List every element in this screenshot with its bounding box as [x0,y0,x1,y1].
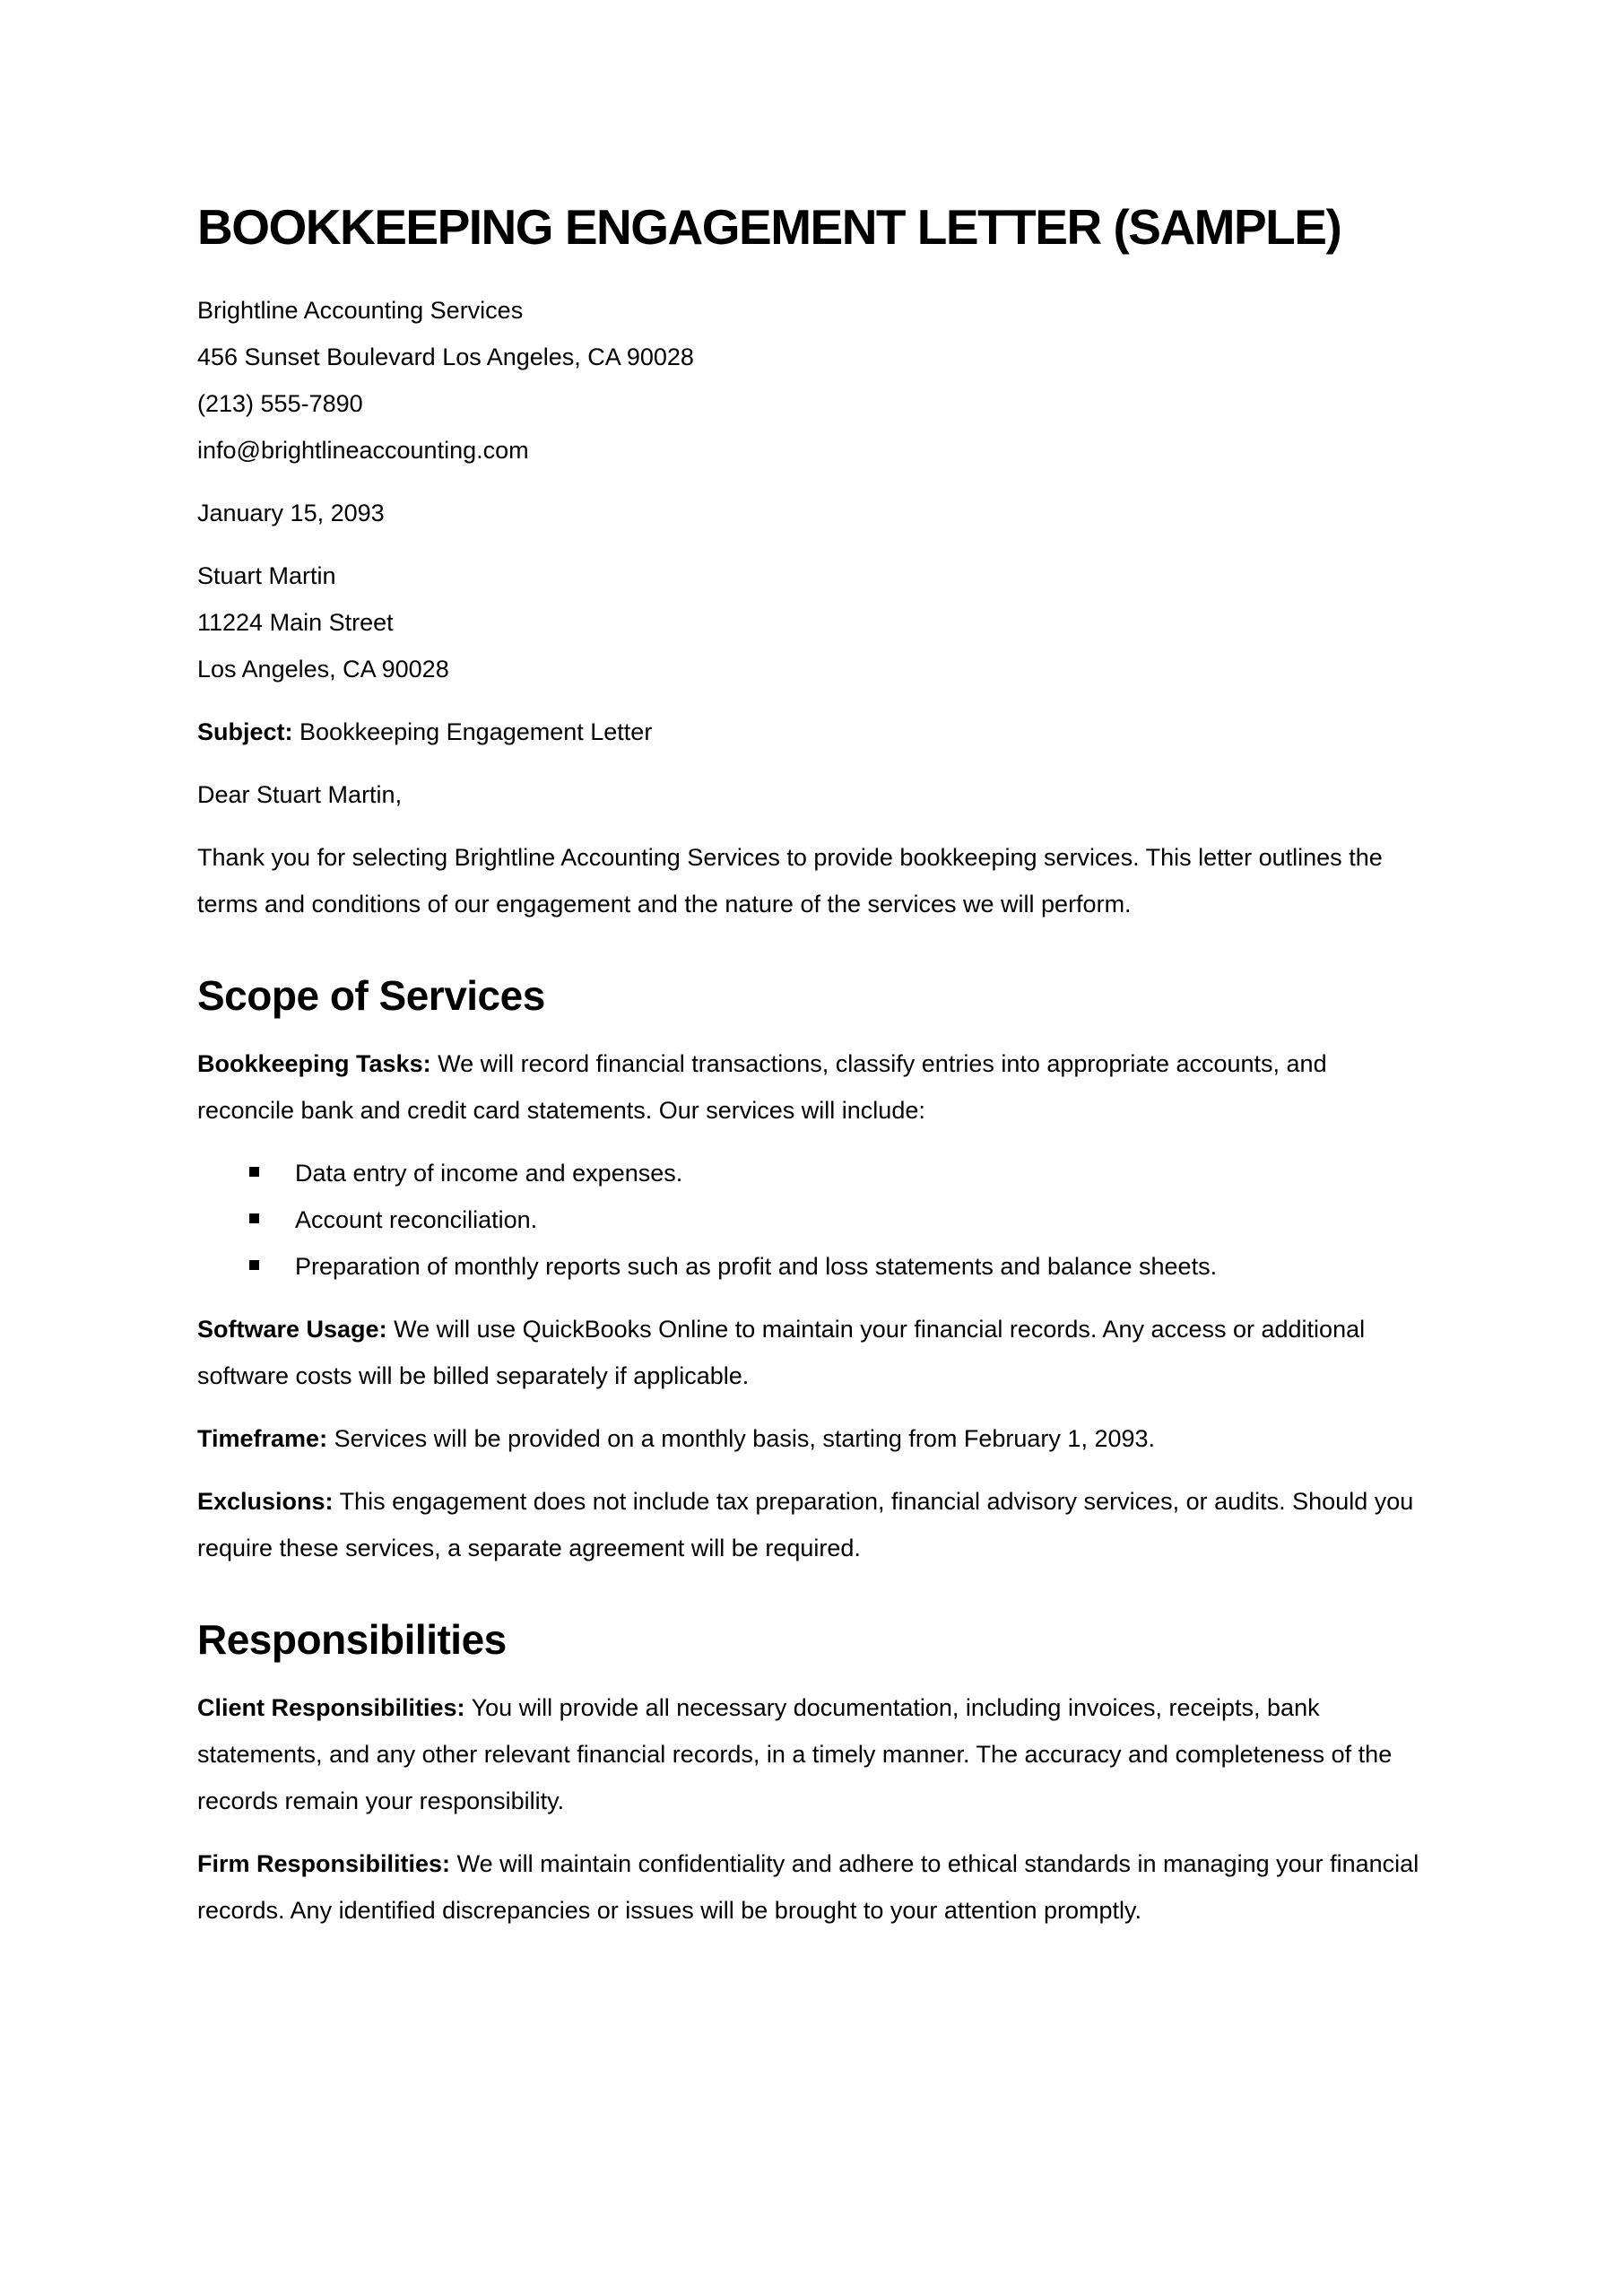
list-item: Data entry of income and expenses. [197,1150,1428,1196]
recipient-name: Stuart Martin [197,562,336,589]
bookkeeping-tasks-paragraph [197,1040,1428,1134]
timeframe-label: Timeframe: [197,1425,328,1452]
software-usage-paragraph [197,1306,1428,1399]
bookkeeping-tasks-label: Bookkeeping Tasks: [197,1050,431,1077]
firm-responsibilities-paragraph [197,1840,1428,1934]
software-usage-text: We will use QuickBooks Online to maintain your financial records. Any access or additional software costs will be billed separately if applicable. [197,1316,1366,1389]
recipient-block [197,552,1428,692]
list-item: Preparation of monthly reports such as profit and loss statements and balance sheets. [197,1243,1428,1290]
sender-email: info@brightlineaccounting.com [197,437,529,464]
exclusions-paragraph [197,1478,1428,1571]
exclusions-text: This engagement does not include tax preparation, financial advisory services, or audits. Should you require these services, a separate agreement will be required. [197,1488,1414,1561]
salutation: Dear Stuart Martin, [197,781,403,808]
recipient-city-state-zip: Los Angeles, CA 90028 [197,656,449,683]
section-heading-scope-of-services: Scope of Services [197,972,545,1019]
subject-label: Subject: [197,718,293,745]
subject-text: Bookkeeping Engagement Letter [299,718,653,745]
timeframe-text: Services will be provided on a monthly basis, starting from February 1, 2093. [334,1425,1156,1452]
sender-phone: (213) 555-7890 [197,390,363,417]
client-responsibilities-paragraph [197,1684,1428,1824]
letter-date: January 15, 2093 [197,500,385,526]
client-responsibilities-text: You will provide all necessary documentation, including invoices, receipts, bank statements, and any other relevant financial records, in a timely manner. The accuracy and completeness of the records remain your responsibility. [197,1694,1393,1814]
client-responsibilities-label: Client Responsibilities: [197,1694,465,1721]
bookkeeping-tasks-text: We will record financial transactions, classify entries into appropriate accounts, and reconcile bank and credit card statements. Our services will include: [197,1050,1327,1124]
document-title: BOOKKEEPING ENGAGEMENT LETTER (SAMPLE) [197,199,1341,255]
firm-responsibilities-label: Firm Responsibilities: [197,1850,451,1877]
firm-responsibilities-text: We will maintain confidentiality and adhere to ethical standards in managing your financial records. Any identified discrepancies or issues will be brought to your attention promptly. [197,1850,1419,1924]
list-item: Account reconciliation. [197,1196,1428,1243]
recipient-street: 11224 Main Street [197,609,394,636]
sender-address: 456 Sunset Boulevard Los Angeles, CA 90028 [197,344,694,370]
sender-block [197,287,1428,474]
services-bullet-list [197,1150,1428,1290]
section-heading-responsibilities: Responsibilities [197,1616,507,1663]
subject-line [197,709,1428,755]
sender-name: Brightline Accounting Services [197,297,524,324]
intro-paragraph: Thank you for selecting Brightline Accounting Services to provide bookkeeping services. This letter outlines the terms and conditions of our engagement and the nature of the services we will perform. [197,844,1383,918]
timeframe-paragraph [197,1415,1428,1462]
software-usage-label: Software Usage: [197,1316,387,1343]
exclusions-label: Exclusions: [197,1488,334,1515]
